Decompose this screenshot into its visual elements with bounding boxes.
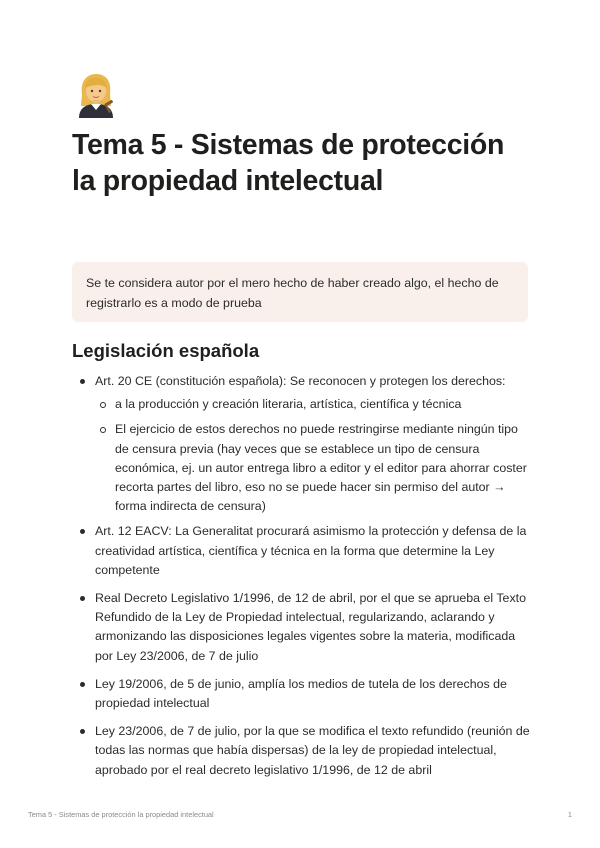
list-item [72,589,532,666]
callout-text: Se te considera autor por el mero hecho de haber creado algo, el hecho de registrarlo es a modo de prueba [86,276,499,310]
hollow-bullet-icon [100,427,106,433]
sub-list-item [95,420,532,516]
sub-list-item-text: a la producción y creación literaria, artística, científica y técnica [115,397,462,412]
hollow-bullet-icon [100,402,106,408]
page-title: Tema 5 - Sistemas de protección la propiedad intelectual [72,129,505,197]
footer-title: Tema 5 - Sistemas de protección la propiedad intelectual [28,810,214,819]
list-item [72,675,532,713]
list-item-text: Art. 20 CE (constitución española): Se reconocen y protegen los derechos: [95,374,506,388]
bullet-icon [80,682,85,687]
list-item-text: Real Decreto Legislativo 1/1996, de 12 de abril, por el que se aprueba el Texto Refundido de la Ley de Propiedad intelectual, regularizando, aclarando y armonizando las disposiciones legales vigentes sobre la materia, modificada por Ley 23/2006, de 7 de julio [95,591,526,663]
list-item-text: Ley 23/2006, de 7 de julio, por la que se modifica el texto refundido (reunión de todas las normas que había dispersas) de la ley de propiedad intelectual, aprobado por el real decreto legislativo 1/1996, de 12 de abril [95,724,530,777]
bullet-icon [80,529,85,534]
sub-list-item-text: El ejercicio de estos derechos no puede restringirse mediante ningún tipo de censura previa (hay veces que se establece un tipo de censura económica, ej. un autor entrega libro a editor y el editor para ahorrar coster recorta partes del libro, eso no se puede hacer sin permiso del autor → forma indirecta de censura) [115,422,527,514]
section-heading: Legislación española [72,340,260,361]
bullet-icon [80,596,85,601]
woman-judge-icon [74,72,118,118]
callout-block [72,262,528,322]
legislation-list [72,372,532,780]
list-item [72,372,532,516]
sub-list-item [95,395,532,414]
list-item [72,722,532,780]
list-item-text: Art. 12 EACV: La Generalitat procurará asimismo la protección y defensa de la creatividad artística, científica y técnica en la forma que determine la Ley competente [95,524,527,577]
bullet-icon [80,379,85,384]
bullet-icon [80,729,85,734]
list-item [72,522,532,580]
footer-page-number: 1 [567,810,572,819]
list-item-text: Ley 19/2006, de 5 de junio, amplía los medios de tutela de los derechos de propiedad intelectual [95,676,507,711]
sub-list [95,395,532,516]
